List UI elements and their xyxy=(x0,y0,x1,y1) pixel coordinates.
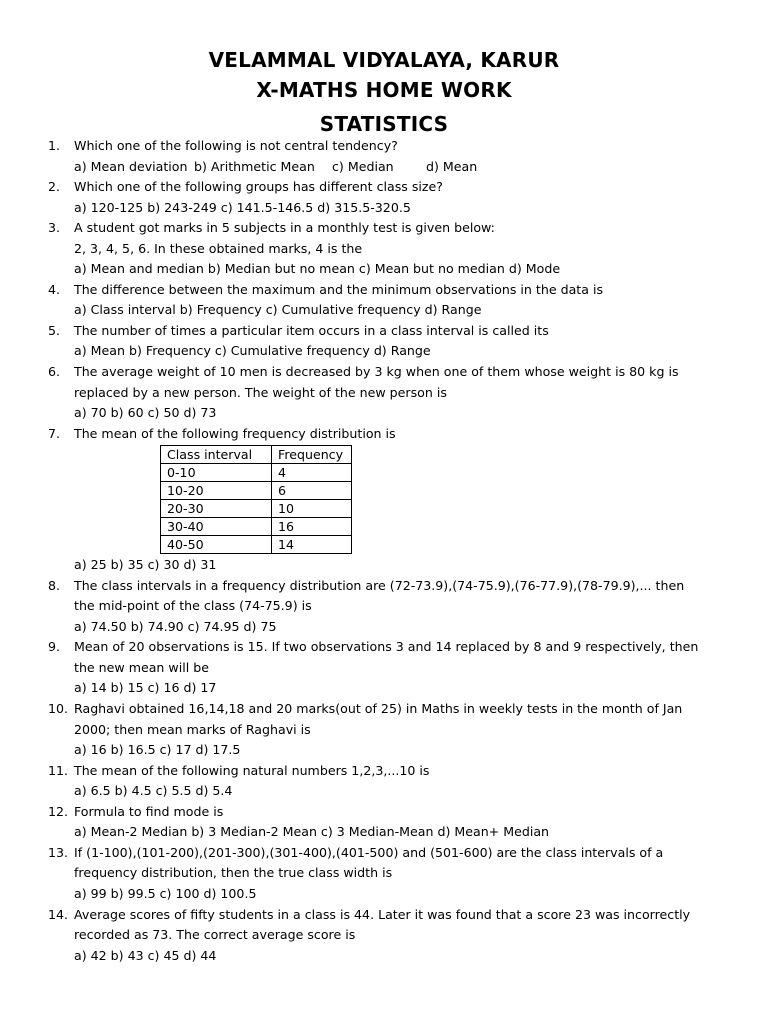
table-cell: 14 xyxy=(272,536,352,554)
table-row xyxy=(161,464,352,482)
question-options: a) 16 b) 16.5 c) 17 d) 17.5 xyxy=(74,742,241,758)
table-header-cell: Class interval xyxy=(161,446,272,464)
question-text: Formula to find mode is xyxy=(74,803,224,819)
option-d: d) Mean xyxy=(426,158,478,174)
question-text: A student got marks in 5 subjects in a monthly test is given below: xyxy=(74,220,495,236)
question-6 xyxy=(48,362,728,424)
table-cell: 16 xyxy=(272,518,352,536)
school-title: VELAMMAL VIDYALAYA, KARUR xyxy=(208,48,560,72)
question-text: The mean of the following natural numbers 1,2,3,...10 is xyxy=(74,762,430,778)
question-3 xyxy=(48,218,728,280)
table-cell: 10 xyxy=(272,500,352,518)
question-text-cont: replaced by a new person. The weight of the new person is xyxy=(74,384,447,400)
question-8 xyxy=(48,576,728,638)
question-options xyxy=(74,157,728,178)
question-number: 4. xyxy=(48,281,61,297)
question-options: a) 25 b) 35 c) 30 d) 31 xyxy=(74,557,217,573)
table-cell: 20-30 xyxy=(161,500,272,518)
question-number: 8. xyxy=(48,577,61,593)
question-options: a) Mean and median b) Median but no mean c) Mean but no median d) Mode xyxy=(74,261,561,277)
question-options: a) Class interval b) Frequency c) Cumulative frequency d) Range xyxy=(74,302,482,318)
table-header-cell: Frequency xyxy=(272,446,352,464)
question-number: 10. xyxy=(48,701,69,717)
question-options: a) Mean-2 Median b) 3 Median-2 Mean c) 3 Median-Mean d) Mean+ Median xyxy=(74,824,550,840)
question-text: If (1-100),(101-200),(201-300),(301-400),(401-500) and (501-600) are the class intervals of a xyxy=(74,844,664,860)
topic-title: STATISTICS xyxy=(319,112,449,136)
frequency-table xyxy=(160,445,352,554)
question-number: 12. xyxy=(48,803,69,819)
question-options: a) 14 b) 15 c) 16 d) 17 xyxy=(74,680,217,696)
question-number: 11. xyxy=(48,762,69,778)
question-12 xyxy=(48,802,728,843)
table-cell: 4 xyxy=(272,464,352,482)
question-text: The number of times a particular item occurs in a class interval is called its xyxy=(74,322,549,338)
question-number: 6. xyxy=(48,364,61,380)
question-options: a) 99 b) 99.5 c) 100 d) 100.5 xyxy=(74,885,257,901)
question-4 xyxy=(48,280,728,321)
question-number: 14. xyxy=(48,906,69,922)
option-a: a) Mean deviation xyxy=(74,158,188,174)
question-text: The average weight of 10 men is decreased by 3 kg when one of them whose weight is 80 kg is xyxy=(74,364,679,380)
table-cell: 6 xyxy=(272,482,352,500)
question-text-cont: frequency distribution, then the true class width is xyxy=(74,865,393,881)
table-header-row xyxy=(161,446,352,464)
question-options: a) 42 b) 43 c) 45 d) 44 xyxy=(74,947,217,963)
question-options: a) 70 b) 60 c) 50 d) 73 xyxy=(74,405,217,421)
question-text: Which one of the following groups has different class size? xyxy=(74,179,443,195)
question-9 xyxy=(48,637,728,699)
question-number: 5. xyxy=(48,322,61,338)
question-options: a) 74.50 b) 74.90 c) 74.95 d) 75 xyxy=(74,618,277,634)
question-text: Mean of 20 observations is 15. If two observations 3 and 14 replaced by 8 and 9 respectively, then xyxy=(74,639,699,655)
option-b: b) Arithmetic Mean xyxy=(194,158,315,174)
question-14 xyxy=(48,905,728,967)
question-number: 1. xyxy=(48,138,61,153)
question-text: Raghavi obtained 16,14,18 and 20 marks(out of 25) in Maths in weekly tests in the month of Jan xyxy=(74,701,683,717)
table-row xyxy=(161,482,352,500)
question-number: 2. xyxy=(48,179,61,195)
question-number: 7. xyxy=(48,425,61,441)
question-7 xyxy=(48,424,728,576)
question-text: The class intervals in a frequency distribution are (72-73.9),(74-75.9),(76-77.9),(78-79.9),... then xyxy=(74,577,685,593)
question-1 xyxy=(48,136,728,177)
question-text: The mean of the following frequency distribution is xyxy=(74,425,396,441)
question-number: 3. xyxy=(48,220,61,236)
question-list xyxy=(48,136,728,966)
question-number: 9. xyxy=(48,639,61,655)
table-row xyxy=(161,500,352,518)
table-cell: 0-10 xyxy=(161,464,272,482)
question-5 xyxy=(48,321,728,362)
question-number: 13. xyxy=(48,844,69,860)
table-cell: 40-50 xyxy=(161,536,272,554)
question-13 xyxy=(48,843,728,905)
question-10 xyxy=(48,699,728,761)
homework-title: X-MATHS HOME WORK xyxy=(256,78,512,102)
table-row xyxy=(161,518,352,536)
option-c: c) Median xyxy=(332,158,394,174)
question-options: a) 6.5 b) 4.5 c) 5.5 d) 5.4 xyxy=(74,783,233,799)
question-text-cont: recorded as 73. The correct average score is xyxy=(74,927,356,943)
table-row xyxy=(161,536,352,554)
question-text-cont: 2, 3, 4, 5, 6. In these obtained marks, 4 is the xyxy=(74,240,363,256)
question-options: a) Mean b) Frequency c) Cumulative frequency d) Range xyxy=(74,343,431,359)
question-text: The difference between the maximum and the minimum observations in the data is xyxy=(74,281,604,297)
question-text: Which one of the following is not central tendency? xyxy=(74,138,398,153)
question-text-cont: 2000; then mean marks of Raghavi is xyxy=(74,721,311,737)
question-options: a) 120-125 b) 243-249 c) 141.5-146.5 d) 315.5-320.5 xyxy=(74,199,411,215)
question-text: Average scores of fifty students in a class is 44. Later it was found that a score 23 was incorrectly xyxy=(74,906,691,922)
question-2 xyxy=(48,177,728,218)
question-text-cont: the mid-point of the class (74-75.9) is xyxy=(74,598,312,614)
question-text-cont: the new mean will be xyxy=(74,659,209,675)
table-cell: 10-20 xyxy=(161,482,272,500)
question-11 xyxy=(48,761,728,802)
table-cell: 30-40 xyxy=(161,518,272,536)
